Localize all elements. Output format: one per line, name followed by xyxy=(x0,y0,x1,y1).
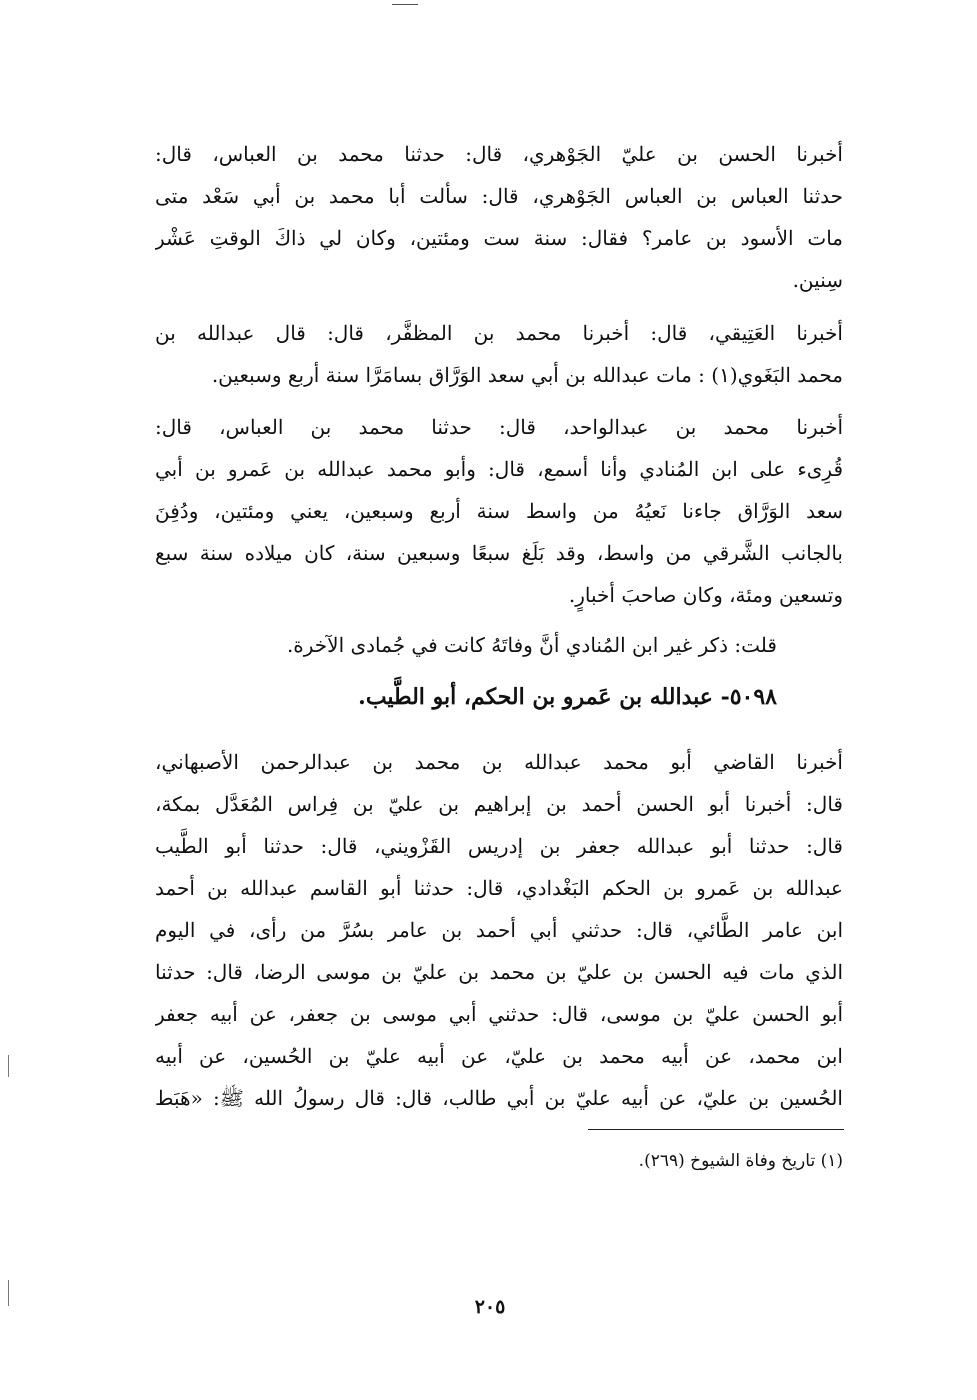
scan-edge-mark xyxy=(8,1055,9,1077)
text-line: بالجانب الشَّرقي من واسط، وقد بَلَغ سبعًا وسبعين سنة، كان ميلاده سنة سبع xyxy=(155,541,843,565)
text-line: أخبرنا الحسن بن عليّ الجَوْهري، قال: حدثنا محمد بن العباس، قال: xyxy=(155,142,843,166)
text-line: أبو الحسن عليّ بن موسى، قال: حدثني أبي موسى بن جعفر، عن أبيه جعفر xyxy=(155,1002,843,1026)
text-line: الذي مات فيه الحسن بن عليّ بن محمد بن عليّ بن موسى الرضا، قال: حدثنا xyxy=(155,960,843,984)
note-sentence: قلت: ذكر غير ابن المُنادي أنَّ وفاتَهُ كانت في جُمادى الآخرة. xyxy=(286,633,777,657)
text-line: أخبرنا العَتِيقي، قال: أخبرنا محمد بن المظفَّر، قال: قال عبدالله بن xyxy=(155,321,843,345)
entry-heading: ٥٠٩٨- عبدالله بن عَمرو بن الحكم، أبو الطَّيب. xyxy=(358,684,777,710)
text-line: أخبرنا القاضي أبو محمد عبدالله بن محمد بن عبدالرحمن الأصبهاني، xyxy=(155,750,843,774)
scan-top-mark xyxy=(392,4,418,5)
paragraph-3 xyxy=(155,406,843,616)
footnote-divider xyxy=(588,1129,844,1130)
text-line: سعد الوَرَّاق جاءنا نَعيُهُ من واسط سنة أربع وسبعين، يعني ومئتين، ودُفِنَ xyxy=(155,499,843,523)
paragraph-1 xyxy=(155,133,843,301)
page-number: ٢٠٥ xyxy=(474,1296,506,1318)
paragraph-4 xyxy=(155,741,843,1119)
text-line: عبدالله بن عَمرو بن الحكم البَغْدادي، قال: حدثنا أبو القاسم عبدالله بن أحمد xyxy=(155,876,843,900)
text-line: وتسعين ومئة، وكان صاحبَ أخبارٍ. xyxy=(568,583,843,607)
text-line: أخبرنا محمد بن عبدالواحد، قال: حدثنا محمد بن العباس، قال: xyxy=(155,415,843,439)
text-line: قال: حدثنا أبو عبدالله جعفر بن إدريس القَزْويني، قال: حدثنا أبو الطَّيب xyxy=(155,834,843,858)
text-line: سِنين. xyxy=(792,268,843,292)
scan-edge-mark xyxy=(8,1280,9,1306)
text-line: مات الأسود بن عامر؟ فقال: سنة ست ومئتين، وكان لي ذاكَ الوقتِ عَشْر xyxy=(155,226,843,250)
text-line: قُرِىء على ابن المُنادي وأنا أسمع، قال: وأبو محمد عبدالله بن عَمرو بن أبي xyxy=(155,457,843,481)
text-line: ابن عامر الطَّائي، قال: حدثني أبي أحمد بن عامر بسُرَّ من رأى، في اليوم xyxy=(155,918,843,942)
text-line: ابن محمد، عن أبيه محمد بن عليّ، عن أبيه عليّ بن الحُسين، عن أبيه xyxy=(155,1044,843,1068)
footnote: (١) تاريخ وفاة الشيوخ (٢٦٩). xyxy=(638,1151,843,1171)
text-line: قال: أخبرنا أبو الحسن أحمد بن إبراهيم بن عليّ بن فِراس المُعَدَّل بمكة، xyxy=(155,792,843,816)
text-line: حدثنا العباس بن العباس الجَوْهري، قال: سألت أبا محمد بن أبي سَعْد متى xyxy=(155,184,843,208)
paragraph-2 xyxy=(155,312,843,396)
text-line: الحُسين بن عليّ، عن أبيه عليّ بن أبي طالب، قال: قال رسولُ الله ﷺ: «هَبَط xyxy=(155,1086,843,1110)
text-line: محمد البَغَوي(١) : مات عبدالله بن أبي سعد الوَرَّاق بسامَرَّا سنة أربع وسبعين. xyxy=(211,363,843,387)
